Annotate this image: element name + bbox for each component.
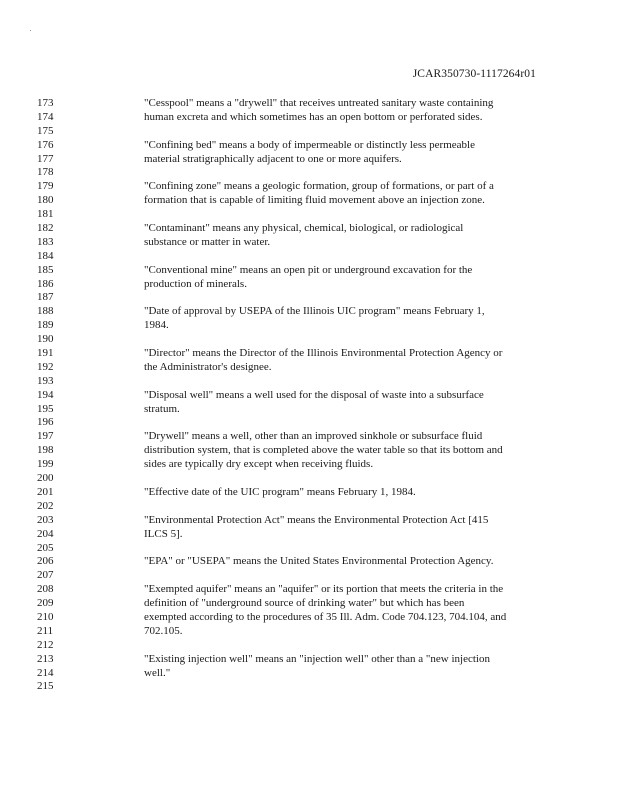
line-number: 173 [37, 97, 54, 109]
document-line [0, 375, 618, 389]
line-number: 208 [37, 583, 54, 596]
document-line [0, 639, 618, 653]
line-number: 207 [37, 569, 54, 582]
line-number: 200 [37, 472, 54, 485]
line-text: "Disposal well" means a well used for the disposal of waste into a subsurface [144, 388, 484, 401]
line-text: 1984. [144, 319, 169, 332]
line-text: "Effective date of the UIC program" means February 1, 1984. [144, 485, 416, 498]
document-line [0, 653, 618, 667]
line-number: 201 [37, 485, 54, 498]
line-text: ILCS 5]. [144, 527, 183, 540]
line-number: 179 [37, 180, 54, 193]
document-line [0, 444, 618, 458]
document-line [0, 319, 618, 333]
document-line [0, 361, 618, 375]
document-line [0, 514, 618, 528]
document-line [0, 611, 618, 625]
line-number: 192 [37, 360, 54, 373]
document-line [0, 222, 618, 236]
document-line [0, 472, 618, 486]
document-line [0, 583, 618, 597]
line-text: "Drywell" means a well, other than an improved sinkhole or subsurface fluid [144, 430, 483, 443]
document-line [0, 333, 618, 347]
document-line [0, 250, 618, 264]
document-line [0, 486, 618, 500]
line-number: 176 [37, 138, 54, 151]
line-number: 177 [37, 152, 54, 165]
document-line [0, 528, 618, 542]
document-line [0, 139, 618, 153]
document-line [0, 347, 618, 361]
line-text: definition of "underground source of drinking water" but which has been [144, 597, 465, 610]
line-number: 175 [37, 124, 54, 137]
line-number: 184 [37, 249, 54, 262]
line-text: formation that is capable of limiting fluid movement above an injection zone. [144, 194, 485, 207]
document-line [0, 389, 618, 403]
document-line [0, 291, 618, 305]
line-text: "Director" means the Director of the Illinois Environmental Protection Agency or [144, 347, 503, 360]
line-text: production of minerals. [144, 277, 247, 290]
document-header-code: JCAR350730-1117264r01 [412, 68, 536, 80]
line-number: 190 [37, 333, 54, 346]
document-line [0, 236, 618, 250]
document-line [0, 597, 618, 611]
line-number: 198 [37, 444, 54, 457]
line-number: 215 [37, 680, 54, 693]
line-number: 183 [37, 235, 54, 248]
line-number: 182 [37, 222, 54, 235]
line-text: "Exempted aquifer" means an "aquifer" or its portion that meets the criteria in the [144, 583, 504, 596]
line-text: human excreta and which sometimes has an open bottom or perforated sides. [144, 110, 483, 123]
line-number: 199 [37, 458, 54, 471]
line-text: "Confining zone" means a geologic formation, group of formations, or part of a [144, 180, 494, 193]
line-text: "Contaminant" means any physical, chemical, biological, or radiological [144, 222, 464, 235]
document-line [0, 125, 618, 139]
scan-speck [30, 30, 31, 31]
line-text: exempted according to the procedures of 35 Ill. Adm. Code 704.123, 704.104, and [144, 610, 507, 623]
line-number: 188 [37, 305, 54, 318]
line-number: 196 [37, 416, 54, 429]
line-text: 702.105. [144, 624, 183, 637]
line-number: 206 [37, 555, 54, 568]
document-line [0, 278, 618, 292]
line-number: 195 [37, 402, 54, 415]
document-line [0, 153, 618, 167]
document-line [0, 194, 618, 208]
line-text: the Administrator's designee. [144, 360, 272, 373]
line-text: "EPA" or "USEPA" means the United States Environmental Protection Agency. [144, 555, 494, 568]
line-number: 194 [37, 388, 54, 401]
document-line [0, 555, 618, 569]
line-number: 211 [37, 624, 54, 637]
document-line [0, 166, 618, 180]
line-number: 193 [37, 374, 54, 387]
document-line [0, 458, 618, 472]
line-text: "Cesspool" means a "drywell" that receives untreated sanitary waste containing [144, 97, 494, 109]
line-number: 213 [37, 652, 54, 665]
line-number: 191 [37, 347, 54, 360]
line-number: 204 [37, 527, 54, 540]
line-number: 181 [37, 208, 54, 221]
line-text: "Existing injection well" means an "injection well" other than a "new injection [144, 652, 490, 665]
line-number: 212 [37, 638, 54, 651]
line-text: "Confining bed" means a body of impermeable or distinctly less permeable [144, 138, 475, 151]
line-number: 180 [37, 194, 54, 207]
line-number: 205 [37, 541, 54, 554]
line-text: stratum. [144, 402, 180, 415]
document-line [0, 625, 618, 639]
line-number: 197 [37, 430, 54, 443]
line-number: 214 [37, 666, 54, 679]
line-number: 186 [37, 277, 54, 290]
line-number: 202 [37, 499, 54, 512]
line-number: 174 [37, 110, 54, 123]
line-text: material stratigraphically adjacent to one or more aquifers. [144, 152, 402, 165]
document-line [0, 542, 618, 556]
document-line [0, 403, 618, 417]
line-text: well." [144, 666, 171, 679]
line-text: sides are typically dry except when receiving fluids. [144, 458, 374, 471]
line-number: 189 [37, 319, 54, 332]
line-text: "Date of approval by USEPA of the Illinois UIC program" means February 1, [144, 305, 485, 318]
line-text: substance or matter in water. [144, 235, 271, 248]
line-number: 209 [37, 597, 54, 610]
document-line [0, 569, 618, 583]
line-text: "Environmental Protection Act" means the Environmental Protection Act [415 [144, 513, 489, 526]
document-line [0, 264, 618, 278]
line-number: 185 [37, 263, 54, 276]
document-line [0, 180, 618, 194]
document-line [0, 430, 618, 444]
line-number: 203 [37, 513, 54, 526]
document-line [0, 416, 618, 430]
line-text: distribution system, that is completed above the water table so that its bottom and [144, 444, 503, 457]
document-line [0, 680, 618, 694]
line-number: 210 [37, 610, 54, 623]
document-line [0, 111, 618, 125]
line-number: 178 [37, 166, 54, 179]
document-line [0, 97, 618, 111]
document-line [0, 305, 618, 319]
document-line [0, 500, 618, 514]
line-text: "Conventional mine" means an open pit or underground excavation for the [144, 263, 473, 276]
document-line [0, 667, 618, 681]
document-body [0, 97, 618, 694]
document-line [0, 208, 618, 222]
line-number: 187 [37, 291, 54, 304]
